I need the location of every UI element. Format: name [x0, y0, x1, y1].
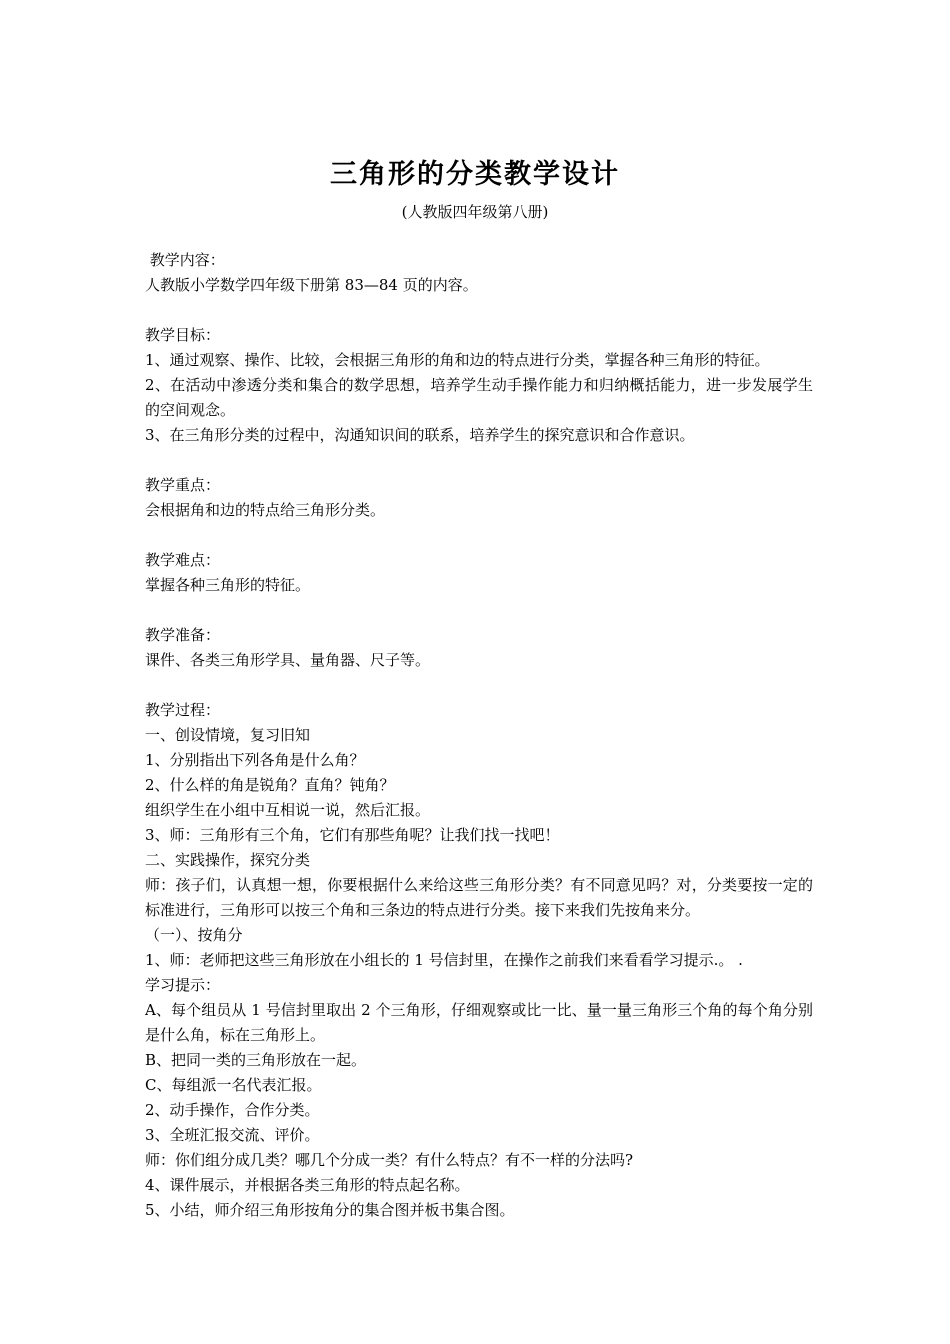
spacer [145, 598, 813, 623]
document-body [145, 248, 813, 1223]
process-line: 二、实践操作，探究分类 [145, 851, 311, 869]
process-line: 4、课件展示，并根据各类三角形的特点起名称。 [145, 1176, 470, 1194]
process-line: 学习提示： [145, 976, 221, 994]
process-line: 组织学生在小组中互相说一说，然后汇报。 [145, 801, 431, 819]
process-line: C、每组派一名代表汇报。 [145, 1076, 322, 1094]
prep-heading: 教学准备： [145, 626, 221, 644]
goal-3: 3、在三角形分类的过程中，沟通知识间的联系，培养学生的探究意识和合作意识。 [145, 426, 695, 444]
key-text: 会根据角和边的特点给三角形分类。 [145, 501, 386, 519]
goal-1: 1、通过观察、操作、比较，会根据三角形的角和边的特点进行分类，掌握各种三角形的特征。 [145, 351, 770, 369]
process-line: （一）、按角分 [145, 926, 243, 944]
difficulty-text: 掌握各种三角形的特征。 [145, 576, 311, 594]
goals-heading: 教学目标： [145, 326, 221, 344]
process-line: A、每个组员从 1 号信封里取出 2 个三角形，仔细观察或比一比、量一量三角形三个角的每个角分别是什么角，标在三角形上。 [145, 1001, 813, 1044]
process-line: 5、小结，师介绍三角形按角分的集合图并板书集合图。 [145, 1201, 515, 1219]
spacer [145, 448, 813, 473]
process-line: 3、师：三角形有三个角，它们有那些角呢？让我们找一找吧！ [145, 826, 560, 844]
process-line: B、把同一类的三角形放在一起。 [145, 1051, 367, 1069]
process-line: 师：你们组分成几类？哪几个分成一类？有什么特点？有不一样的分法吗? [145, 1151, 634, 1169]
content-text: 人教版小学数学四年级下册第 83—84 页的内容。 [145, 276, 478, 294]
process-line: 3、全班汇报交流、评价。 [145, 1126, 320, 1144]
process-line: 一、创设情境，复习旧知 [145, 726, 311, 744]
document-title: 三角形的分类教学设计 [330, 159, 620, 190]
process-heading: 教学过程： [145, 701, 221, 719]
spacer [145, 673, 813, 698]
process-line: 2、动手操作，合作分类。 [145, 1101, 320, 1119]
prep-text: 课件、各类三角形学具、量角器、尺子等。 [145, 651, 431, 669]
process-line: 1、师：老师把这些三角形放在小组长的 1 号信封里，在操作之前我们来看看学习提示.。 . [145, 951, 743, 969]
process-line: 1、分别指出下列各角是什么角？ [145, 751, 365, 769]
difficulty-heading: 教学难点： [145, 551, 221, 569]
key-heading: 教学重点： [145, 476, 221, 494]
spacer [145, 298, 813, 323]
process-line: 2、什么样的角是锐角？直角？钝角？ [145, 776, 395, 794]
process-line: 师：孩子们，认真想一想，你要根据什么来给这些三角形分类？有不同意见吗？对，分类要按一定的标准进行，三角形可以按三个角和三条边的特点进行分类。接下来我们先按角来分。 [145, 876, 813, 919]
goal-2: 2、在活动中渗透分类和集合的数学思想，培养学生动手操作能力和归纳概括能力，进一步发展学生的空间观念。 [145, 376, 813, 419]
document-subtitle: (人教版四年级第八册) [401, 203, 549, 221]
spacer [145, 523, 813, 548]
content-heading: 教学内容： [145, 251, 225, 269]
